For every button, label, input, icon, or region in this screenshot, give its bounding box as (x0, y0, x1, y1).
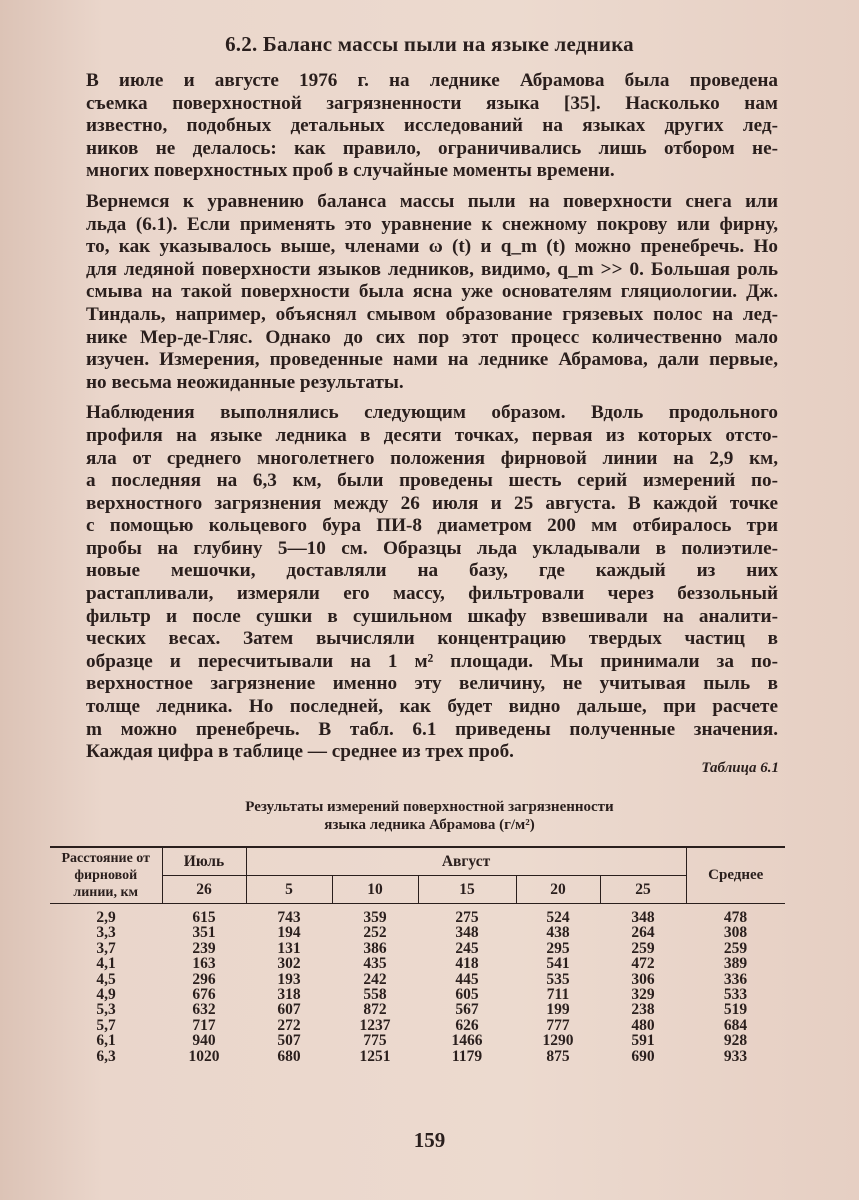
value-cell: 472 (631, 955, 655, 973)
value-cell: 626 (455, 1016, 479, 1034)
value-cell: 275 (455, 909, 479, 926)
text-line: но весьма неожиданные результаты. (86, 371, 404, 393)
text-line: пробы на глубину 5—10 см. Образцы льда укладывали в полиэтиле- (86, 537, 778, 559)
value-cell: 418 (455, 955, 479, 973)
value-cell: 302 (277, 955, 301, 973)
table-row (50, 1049, 785, 1064)
table-row (50, 987, 785, 1002)
mean-cell: 389 (723, 955, 748, 973)
value-cell: 348 (455, 924, 479, 942)
value-cell: 245 (455, 939, 479, 957)
header-july: Июль (162, 847, 246, 876)
value-cell: 615 (192, 909, 216, 926)
mean-cell: 684 (723, 1016, 748, 1034)
value-cell: 558 (363, 986, 387, 1004)
distance-cell: 6,1 (96, 1032, 116, 1050)
table-row (50, 904, 785, 926)
text-line: ников не делалось: как правило, ограничивались лишь отбором не- (86, 137, 778, 159)
value-cell: 306 (631, 970, 655, 988)
text-line: m можно пренебречь. В табл. 6.1 приведены полученные значения. (86, 718, 778, 740)
text-line: льда (6.1). Если применять это уравнение к снежному покрову или фирну, (86, 213, 778, 235)
value-cell: 238 (631, 1001, 655, 1019)
table-row (50, 972, 785, 987)
text-line: образце и пересчитывали на 1 м² площади. Мы принимали за по- (86, 650, 778, 672)
table-caption (0, 798, 859, 834)
text-line: растапливали, измеряли его массу, фильтровали через беззольный (86, 583, 778, 605)
value-cell: 359 (363, 909, 387, 926)
mean-cell: 519 (723, 1001, 748, 1019)
text-line: смыва на такой поверхности была ясна уже основателям гляциологии. Дж. (86, 281, 778, 303)
distance-cell: 3,3 (96, 924, 116, 942)
mean-cell: 478 (723, 909, 748, 926)
header-day: 15 (418, 876, 516, 904)
paragraph-3 (86, 402, 778, 764)
value-cell: 351 (192, 924, 216, 942)
table-caption-line: Результаты измерений поверхностной загрязненности (245, 799, 614, 815)
value-cell: 605 (455, 986, 479, 1004)
text-line: фильтр и после сушки в сушильном шкафу взвешивали на аналити- (86, 605, 778, 627)
distance-cell: 5,7 (96, 1016, 116, 1034)
value-cell: 239 (192, 939, 216, 957)
text-line: нике Мер-де-Гляс. Однако до сих пор этот процесс количественно мало (86, 326, 778, 348)
value-cell: 242 (363, 970, 387, 988)
value-cell: 680 (277, 1047, 301, 1065)
value-cell: 1466 (451, 1032, 483, 1050)
value-cell: 438 (546, 924, 570, 942)
value-cell: 567 (455, 1001, 479, 1019)
value-cell: 1237 (359, 1016, 391, 1034)
value-cell: 775 (363, 1032, 387, 1050)
header-day: 20 (516, 876, 600, 904)
table-row (50, 1033, 785, 1048)
value-cell: 690 (631, 1047, 655, 1065)
value-cell: 1179 (451, 1047, 483, 1065)
text-line: ческих весах. Затем вычисляли концентрацию твердых частиц в (86, 628, 778, 650)
text-line: новые мешочки, доставляли на базу, где каждый из них (86, 560, 778, 582)
table-row (50, 941, 785, 956)
table-row (50, 1018, 785, 1033)
text-line: верхностного загрязнения между 26 июля и 25 августа. В каждой точке (86, 492, 778, 514)
section-title: 6.2. Баланс массы пыли на языке ледника (225, 32, 634, 56)
value-cell: 480 (631, 1016, 655, 1034)
value-cell: 199 (546, 1001, 570, 1019)
mean-cell: 533 (723, 986, 748, 1004)
header-mean: Среднее (686, 847, 785, 904)
value-cell: 1251 (359, 1047, 391, 1065)
value-cell: 131 (277, 939, 301, 957)
text-line: верхностное загрязнение именно эту величину, не учитывая пыль в (86, 673, 778, 695)
text-line: то, как указывалось выше, членами ω (t) и q_m (t) можно пренебречь. Но (86, 236, 778, 258)
mean-cell: 259 (723, 939, 748, 957)
value-cell: 252 (363, 924, 387, 942)
value-cell: 717 (192, 1016, 216, 1034)
value-cell: 259 (631, 939, 655, 957)
text-line: для ледяной поверхности языков ледников, видимо, q_m >> 0. Большая роль (86, 258, 778, 280)
value-cell: 607 (277, 1001, 301, 1019)
table-row (50, 925, 785, 940)
page-number: 159 (413, 1128, 446, 1152)
text-line: а последняя на 6,3 км, были проведены шесть серий измерений по- (86, 470, 778, 492)
text-line: многих поверхностных проб в случайные моменты времени. (86, 160, 615, 182)
table-row (50, 1002, 785, 1017)
header-august: Август (246, 847, 686, 876)
text-line: профиля на языке ледника в десяти точках, первая из которых отсто- (86, 424, 778, 446)
value-cell: 296 (192, 970, 216, 988)
distance-cell: 4,5 (96, 970, 116, 988)
distance-cell: 4,1 (96, 955, 116, 973)
value-cell: 295 (546, 939, 570, 957)
value-cell: 632 (192, 1001, 216, 1019)
distance-cell: 5,3 (96, 1001, 116, 1019)
data-table (50, 846, 785, 1064)
value-cell: 272 (277, 1016, 301, 1034)
mean-cell: 308 (723, 924, 748, 942)
value-cell: 591 (631, 1032, 655, 1050)
value-cell: 676 (192, 986, 216, 1004)
text-line: Вернемся к уравнению баланса массы пыли на поверхности снега или (86, 190, 778, 212)
value-cell: 872 (363, 1001, 387, 1019)
mean-cell: 928 (723, 1032, 748, 1050)
value-cell: 743 (277, 909, 301, 926)
header-day: 25 (600, 876, 686, 904)
table-body (50, 904, 785, 1065)
value-cell: 435 (363, 955, 387, 973)
text-line: с помощью кольцевого бура ПИ-8 диаметром 200 мм отбиралось три (86, 515, 778, 537)
paragraph-1 (86, 70, 778, 183)
value-cell: 348 (631, 909, 655, 926)
value-cell: 445 (455, 970, 479, 988)
text-line: В июле и августе 1976 г. на леднике Абрамова была проведена (86, 70, 778, 91)
distance-cell: 4,9 (96, 986, 116, 1004)
mean-cell: 336 (723, 970, 748, 988)
distance-cell: 3,7 (96, 939, 116, 957)
value-cell: 386 (363, 939, 387, 957)
header-day: 5 (246, 876, 332, 904)
header-distance: Расстояние от фирновой линии, км (50, 847, 162, 904)
text-line: съемка поверхностной загрязненности языка [35]. Насколько нам (86, 92, 778, 114)
text-line: Тиндаль, например, объяснял смывом образование грязевых полос на лед- (86, 303, 778, 325)
text-line: яла от среднего многолетнего положения фирновой линии на 2,9 км, (86, 447, 778, 469)
value-cell: 940 (192, 1032, 216, 1050)
distance-cell: 2,9 (96, 909, 116, 926)
table-row (50, 956, 785, 971)
value-cell: 194 (277, 924, 301, 942)
paragraph-2 (86, 191, 778, 394)
value-cell: 507 (277, 1032, 301, 1050)
mean-cell: 933 (723, 1047, 748, 1065)
value-cell: 264 (631, 924, 655, 942)
value-cell: 193 (277, 970, 301, 988)
value-cell: 875 (546, 1047, 570, 1065)
value-cell: 777 (546, 1016, 570, 1034)
value-cell: 535 (546, 970, 570, 988)
value-cell: 524 (546, 909, 570, 926)
table-label: Таблица 6.1 (701, 760, 779, 776)
text-line: Наблюдения выполнялись следующим образом. Вдоль продольного (86, 402, 778, 424)
text-line: изучен. Измерения, проведенные нами на леднике Абрамова, дали первые, (86, 349, 778, 371)
body-text (86, 70, 778, 764)
header-day: 10 (332, 876, 418, 904)
text-line: толще ледника. Но последней, как будет видно дальше, при расчете (86, 696, 778, 718)
header-day: 26 (162, 876, 246, 904)
value-cell: 711 (546, 986, 570, 1004)
value-cell: 329 (631, 986, 655, 1004)
text-line: известно, подобных детальных исследований на языках других лед- (86, 115, 778, 137)
value-cell: 318 (277, 986, 301, 1004)
table-caption-line: языка ледника Абрамова (г/м²) (324, 817, 535, 833)
value-cell: 1290 (542, 1032, 574, 1050)
value-cell: 1020 (188, 1047, 220, 1065)
value-cell: 163 (192, 955, 216, 973)
distance-cell: 6,3 (96, 1047, 116, 1065)
text-line: Каждая цифра в таблице — среднее из трех проб. (86, 741, 514, 763)
value-cell: 541 (546, 955, 570, 973)
